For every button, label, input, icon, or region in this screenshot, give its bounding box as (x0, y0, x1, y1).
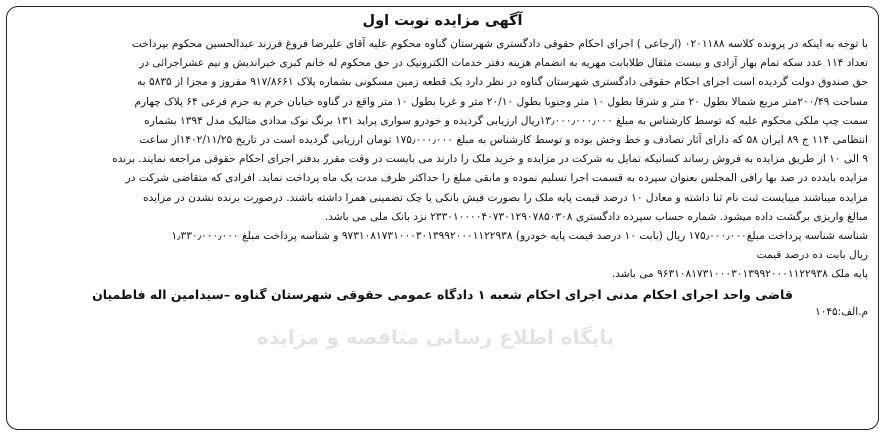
body-line: پایه ملک ۹۶۳۱۰۸۱۷۳۱۰۰۰۳۰۱۳۹۹۲۰۰۰۱۱۲۲۹۳۸ می باشد. (611, 268, 868, 281)
notice-title: آگهی مزایده نوبت اول (362, 13, 523, 29)
body-line: مزایده میباشند میبایست ثبت نام ثنا داشته و معادل ۱۰ درصد قیمت پایه ملک را بصورت فیش بانکی یا چک تضمینی همرا داشته باشند. درصورت برنده نشدن در مزایده (143, 191, 868, 204)
body-line: با توجه به اینکه در پرونده کلاسه ۰۲۰۱۱۸۸ (ارجاعی ) اجرای احکام حقوقی دادگستری شهرستان گناوه محکوم علیه آقای علیرضا فروغ فرزند عبدالحسین محکوم بپرداخت (131, 38, 868, 50)
body-line: مبالغ واریزی برگشت داده میشود. شماره حساب سپرده دادگستری ۲۳۳۰۱۰۰۰۰۴۰۷۳۰۱۲۹۰۷۸۵۰۳۰۸ نزد بانک ملی می باشد. (324, 210, 868, 223)
body-line: ریال بابت ده درصد قیمت (756, 249, 868, 262)
body-line: انتظامی ۱۱۴ ج ۸۹ ایران ۵۸ که دارای آثار تصادف و خط وخش بوده و توسط کارشناس به مبلغ ۱۷۵٫۰۰۰٫۰۰۰ تومان ارزیابی گردیده است در تاریخ ۱۴۰۲/۱۱/۲۵از ساعت (139, 134, 868, 147)
body-line: تعداد ۱۱۴ عدد سکه تمام بهار آزادی و بیست مثقال طلابابت مهریه به انضمام هزینه دفتر خدمات الکترونیک در حق محکوم له خانم کبری خیراندیش و نیم عشراجرائی در (139, 57, 868, 70)
watermark: پایگاه اطلاع رسانی مناقصه و مزایده (257, 325, 615, 349)
body-line: مساحت ۲۰۰/۴۹متر مربع شمالا بطول ۲۰ متر و شرقا بطول ۱۰ متر وجنوبا بطول ۲۰/۱۰ متر و غربا بطول ۱۰ متر واقع در گناوه خیابان خرم به حرم فرعی ۶۴ پلاک چهارم (134, 95, 868, 108)
body-line: شناسه شناسه پرداخت مبلغ۱۷۵٫۰۰۰٫۰۰۰ ریال (بابت ۱۰ درصد قیمت پایه خودرو) ۹۷۳۱۰۸۱۷۳۱۰۰۰۳۰۱۳۹۹۲۰۰۰۱۱۲۲۹۳۸ و شناسه پرداخت مبلغ ۱٫۳۳۰٫۰۰۰٫۰۰۰ (171, 230, 868, 243)
notice-code: م.الف:۱۰۴۵ (815, 305, 868, 318)
body-line: سمت چپ ملکی محکوم علیه که توسط کارشناس به مبلغ ۱۳٫۰۰۰٫۰۰۰٫۰۰۰ریال ارزیابی گردیده و خودرو سواری پراید ۱۳۱ برنگ نوک مدادی متالیک مدل ۱۳۹۴ بشماره (144, 114, 868, 127)
body-line: حق صندوق دولت گردیده است اجرای احکام حقوقی دادگستری شهرستان گناوه در نظر دارد یک قطعه زمین مسکونی بشماره پلاک ۹۱۷/۸۶۶۱ مفروز و مجزا از ۵۸۳۵ به (136, 76, 868, 89)
notice-frame (6, 6, 879, 430)
notice-body (17, 35, 868, 285)
notice-content (17, 13, 868, 318)
body-line: مزایده بایدده در صد بها رافی المجلس بعنوان سپرده به قسمت اجرا تسلیم نموده و مابقی مبلغ را حداکثر ظرف مدت یک ماه پرداخت نماید. افرادی که متقاضی شرکت در (125, 172, 868, 185)
body-line: ۹ الی ۱۰ از طریق مزایده به فروش رساند کسانیکه تمایل به شرکت در مزایده و خرید ملک را دارند می بایست در وقت مقرر بدفتر اجرای احکام حقوقی مراجعه نمایند. برنده (112, 153, 868, 166)
signature: قاضی واحد اجرای احکام مدنی اجرای احکام شعبه ۱ دادگاه عمومی حقوقی شهرستان گناوه –سیدامین اله فاطمیان (92, 286, 793, 302)
